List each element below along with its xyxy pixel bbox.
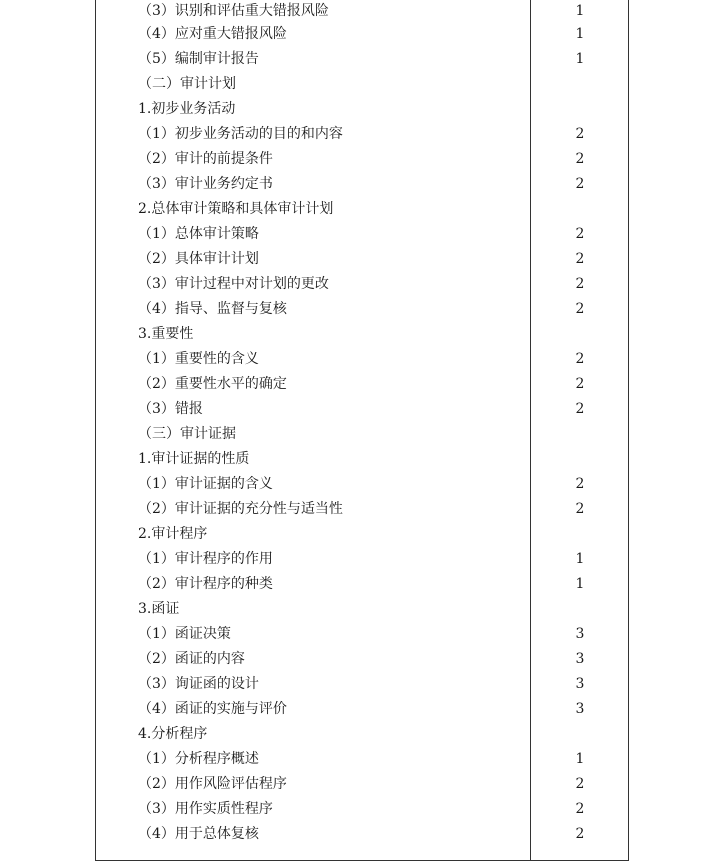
item-text: （2）重要性水平的确定 [138,376,287,392]
table-row [96,572,630,597]
level-value [530,422,630,447]
level-value: 2 [575,476,585,492]
level-value [530,597,630,622]
table-row [96,347,630,372]
table-row [96,197,630,222]
item-text: （2）审计的前提条件 [138,151,273,167]
level-value: 3 [575,676,585,692]
level-value: 2 [575,376,585,392]
table-row [96,122,630,147]
level-value: 2 [575,801,585,817]
item-text: （2）函证的内容 [138,651,245,667]
item-text: （1）分析程序概述 [138,751,259,767]
item-text: （1）总体审计策略 [138,226,259,242]
level-value: 2 [575,276,585,292]
level-value: 2 [575,151,585,167]
table-row [96,797,630,822]
level-value: 1 [575,751,585,767]
table-body [96,0,630,847]
item-text: （4）用于总体复核 [138,826,259,842]
item-text: （4）应对重大错报风险 [138,26,287,42]
item-text: （二）审计计划 [138,76,236,92]
table-row [96,472,630,497]
level-value: 1 [575,551,585,567]
item-text: （2）审计证据的充分性与适当性 [138,501,343,517]
table-row [96,0,630,22]
table-row [96,547,630,572]
item-text: （3）审计过程中对计划的更改 [138,276,329,292]
level-value: 1 [575,26,585,42]
table-row [96,422,630,447]
level-value: 2 [575,401,585,417]
item-text: 3.函证 [138,601,180,617]
item-text: 2.审计程序 [138,526,208,542]
table-row [96,447,630,472]
level-value: 3 [575,626,585,642]
item-text: （4）函证的实施与评价 [138,701,287,717]
level-value: 2 [575,776,585,792]
item-text: （3）用作实质性程序 [138,801,273,817]
table-row [96,172,630,197]
item-text: （2）用作风险评估程序 [138,776,287,792]
table-row [96,272,630,297]
level-value [530,322,630,347]
table-row [96,622,630,647]
level-value: 2 [575,226,585,242]
table-row [96,97,630,122]
item-text: （1）审计证据的含义 [138,476,273,492]
table-row [96,597,630,622]
level-value [530,447,630,472]
item-text: （4）指导、监督与复核 [138,301,287,317]
table-row [96,497,630,522]
level-value: 3 [575,651,585,667]
level-value: 2 [575,251,585,267]
item-text: （3）询证函的设计 [138,676,259,692]
table-row [96,147,630,172]
item-text: 1.审计证据的性质 [138,451,250,467]
item-text: 4.分析程序 [138,726,208,742]
table-row [96,322,630,347]
item-text: （3）错报 [138,401,203,417]
level-value: 1 [575,51,585,67]
level-value: 2 [575,301,585,317]
level-value [530,722,630,747]
table-row [96,747,630,772]
level-value [530,197,630,222]
table-row [96,772,630,797]
item-text: （2）审计程序的种类 [138,576,273,592]
level-value: 2 [575,351,585,367]
table-row [96,297,630,322]
item-text: （1）初步业务活动的目的和内容 [138,126,343,142]
table-row [96,672,630,697]
level-value [530,522,630,547]
table-row [96,222,630,247]
table-row [96,372,630,397]
item-text: （3）审计业务约定书 [138,176,273,192]
level-value: 1 [575,576,585,592]
level-value: 2 [575,501,585,517]
item-text: 3.重要性 [138,326,194,342]
table-row [96,72,630,97]
item-text: 1.初步业务活动 [138,101,236,117]
item-text: 2.总体审计策略和具体审计计划 [138,201,334,217]
level-value: 3 [575,701,585,717]
table-row [96,522,630,547]
level-value [530,72,630,97]
item-text: （1）审计程序的作用 [138,551,273,567]
table-row [96,397,630,422]
level-value: 2 [575,176,585,192]
item-text: （1）函证决策 [138,626,231,642]
table-row [96,47,630,72]
level-value [530,97,630,122]
level-value: 2 [575,126,585,142]
item-text: （2）具体审计计划 [138,251,259,267]
table-row [96,247,630,272]
syllabus-table [95,0,629,861]
item-text: （1）重要性的含义 [138,351,259,367]
level-value: 1 [575,3,585,19]
table-row [96,722,630,747]
syllabus-table-grid [96,0,630,847]
table-row [96,647,630,672]
table-row [96,697,630,722]
table-row [96,822,630,847]
table-row [96,22,630,47]
item-text: （3）识别和评估重大错报风险 [138,3,329,19]
item-text: （5）编制审计报告 [138,51,259,67]
item-text: （三）审计证据 [138,426,236,442]
level-value: 2 [575,826,585,842]
